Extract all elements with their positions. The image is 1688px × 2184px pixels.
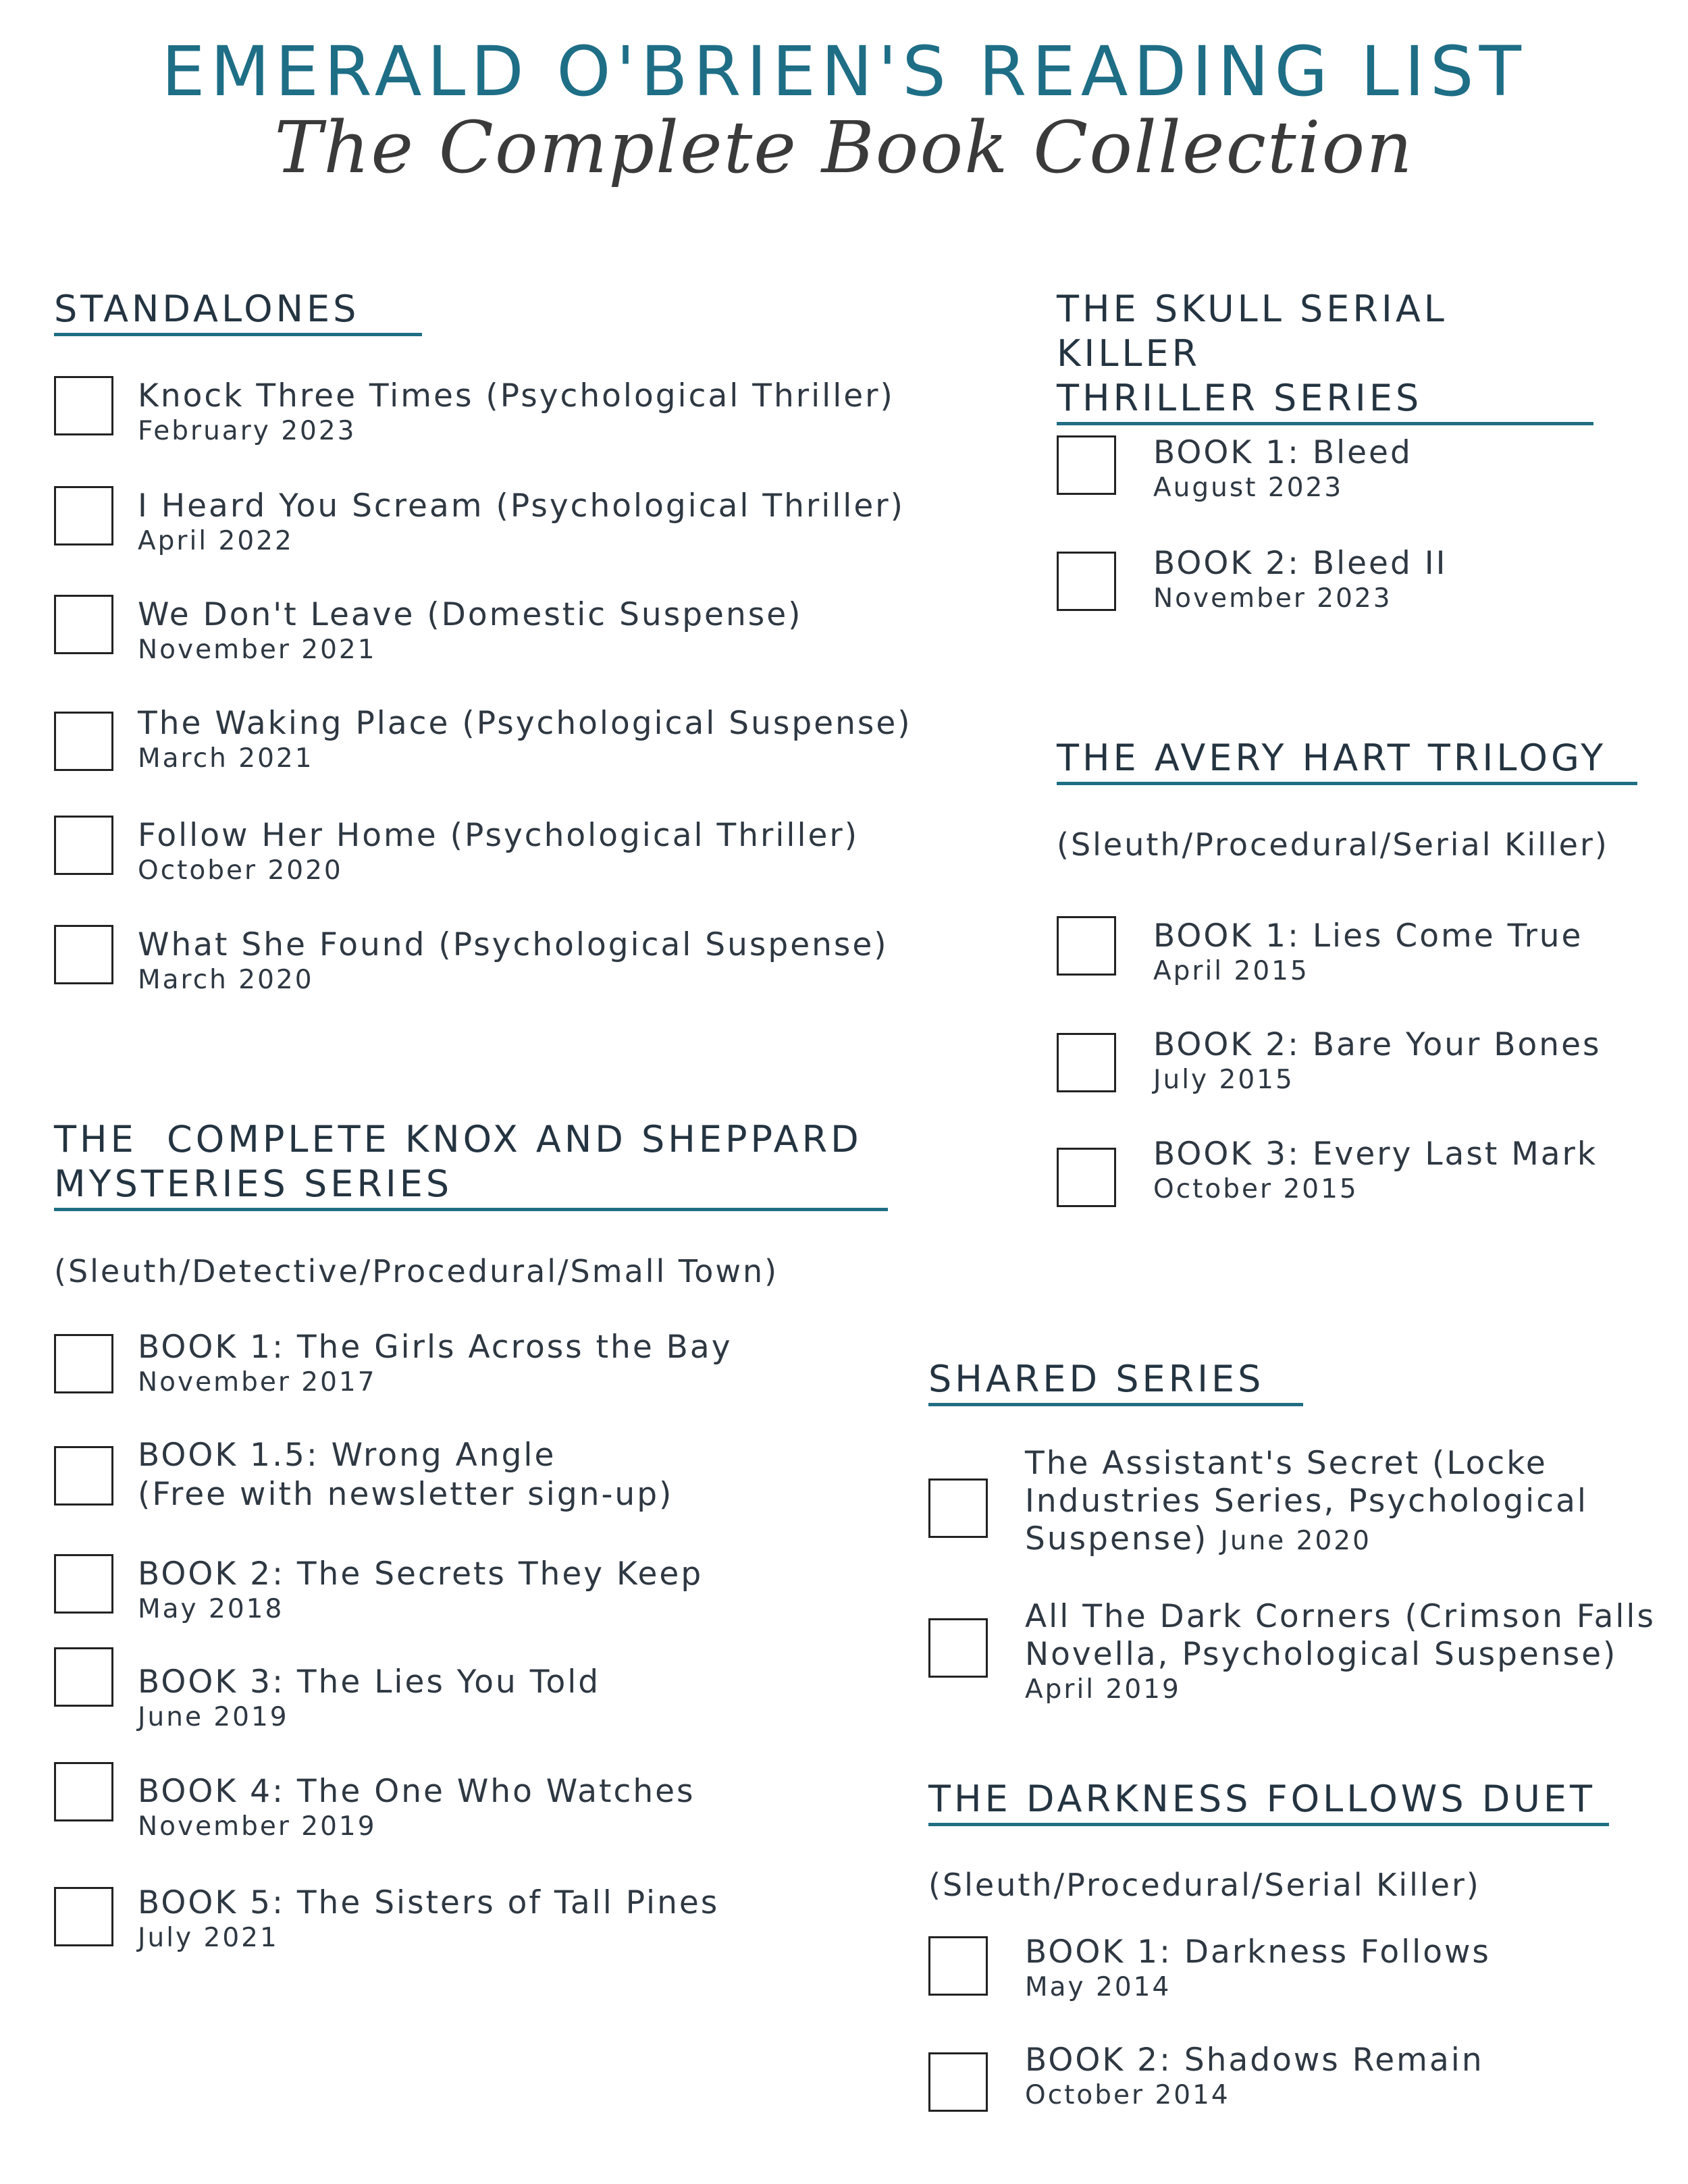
book-date: July 2015: [1153, 1065, 1294, 1095]
page-subtitle: The Complete Book Collection: [274, 106, 1414, 189]
darkness-genre: (Sleuth/Procedural/Serial Killer): [928, 1867, 1481, 1903]
checkbox[interactable]: [54, 712, 113, 771]
book-date: November 2017: [138, 1367, 377, 1397]
avery-section: [1057, 736, 1637, 785]
book-date: November 2021: [138, 635, 377, 665]
checkbox[interactable]: [1057, 916, 1116, 976]
checkbox[interactable]: [54, 1647, 113, 1707]
book-title: Follow Her Home (Psychological Thriller): [138, 817, 860, 854]
book-title-line1: The Assistant's Secret (Locke: [1025, 1445, 1548, 1482]
book-item: [54, 1554, 703, 1626]
book-item: [1057, 545, 1448, 615]
book-date: July 2021: [138, 1923, 279, 1953]
checkbox[interactable]: [1057, 552, 1116, 611]
book-item: [54, 1647, 600, 1734]
avery-heading: THE AVERY HART TRILOGY: [1057, 737, 1607, 779]
book-title-line3: Suspense): [1025, 1520, 1209, 1557]
book-date: May 2014: [1025, 1972, 1171, 2002]
darkness-section: [928, 1777, 1609, 1826]
book-title-line3-with-date: [1025, 1520, 1588, 1560]
book-title-line2: Industries Series, Psychological: [1025, 1483, 1588, 1520]
book-date: August 2023: [1153, 473, 1344, 503]
section-rule: [54, 1208, 888, 1211]
checkbox[interactable]: [54, 1446, 113, 1506]
checkbox[interactable]: [54, 816, 113, 875]
book-item: [928, 1445, 1588, 1560]
book-item: [928, 1598, 1656, 1706]
skull-section: [1057, 287, 1593, 425]
checkbox[interactable]: [54, 486, 113, 545]
book-date: October 2015: [1153, 1174, 1359, 1204]
book-date: June 2020: [1220, 1526, 1371, 1556]
book-item: [1057, 1026, 1602, 1096]
standalones-heading: STANDALONES: [54, 288, 360, 330]
book-title: The Waking Place (Psychological Suspense): [138, 705, 912, 742]
checkbox[interactable]: [1057, 1033, 1116, 1092]
checkbox[interactable]: [928, 1936, 988, 1996]
shared-section: [928, 1357, 1303, 1406]
book-title: I Heard You Scream (Psychological Thriller): [138, 487, 905, 525]
book-title: BOOK 1: Lies Come True: [1153, 917, 1583, 955]
skull-heading-line1: THE SKULL SERIAL KILLER: [1057, 288, 1448, 375]
book-title: BOOK 1: The Girls Across the Bay: [138, 1329, 733, 1366]
knox-sheppard-section: [54, 1117, 888, 1211]
book-title: BOOK 2: Bare Your Bones: [1153, 1026, 1602, 1063]
knox-genre: (Sleuth/Detective/Procedural/Small Town): [54, 1253, 779, 1289]
knox-heading-line1: THE COMPLETE KNOX AND SHEPPARD: [54, 1118, 862, 1161]
book-item: [54, 376, 895, 448]
book-item: [1057, 916, 1583, 988]
book-item: [928, 2042, 1484, 2112]
checkbox[interactable]: [54, 1554, 113, 1614]
book-item: [928, 1936, 1491, 2004]
shared-heading: SHARED SERIES: [928, 1358, 1265, 1400]
book-date: February 2023: [138, 416, 357, 446]
checkbox[interactable]: [928, 1479, 988, 1538]
book-date: April 2015: [1153, 956, 1309, 986]
book-title: BOOK 5: The Sisters of Tall Pines: [138, 1884, 720, 1921]
book-title: BOOK 2: Shadows Remain: [1025, 2042, 1484, 2079]
book-title: BOOK 1.5: Wrong Angle: [138, 1437, 556, 1474]
checkbox[interactable]: [54, 1762, 113, 1821]
book-item: [54, 1884, 720, 1954]
book-date: April 2022: [138, 526, 294, 556]
book-title: BOOK 1: Bleed: [1153, 434, 1413, 471]
book-date: November 2019: [138, 1811, 377, 1842]
book-item: [54, 486, 905, 558]
book-title: BOOK 2: Bleed II: [1153, 545, 1448, 582]
book-title-line2: Novella, Psychological Suspense): [1025, 1636, 1618, 1673]
checkbox[interactable]: [54, 925, 113, 984]
book-item: [54, 925, 889, 996]
darkness-heading: THE DARKNESS FOLLOWS DUET: [928, 1778, 1595, 1820]
book-item: [54, 595, 802, 666]
standalones-section: [54, 287, 422, 336]
section-rule: [1057, 422, 1593, 425]
book-item: [1057, 1136, 1598, 1207]
book-item: [54, 816, 859, 887]
book-item: [54, 1437, 674, 1514]
knox-heading-line2: MYSTERIES SERIES: [54, 1163, 453, 1205]
book-title: What She Found (Psychological Suspense): [138, 926, 889, 963]
checkbox[interactable]: [54, 595, 113, 654]
avery-genre: (Sleuth/Procedural/Serial Killer): [1057, 826, 1609, 863]
book-item: [54, 1329, 733, 1399]
book-date: October 2020: [138, 855, 343, 886]
checkbox[interactable]: [928, 2052, 988, 2112]
book-date: April 2019: [1025, 1674, 1181, 1705]
book-note: (Free with newsletter sign-up): [138, 1476, 674, 1513]
book-title: BOOK 2: The Secrets They Keep: [138, 1555, 704, 1593]
book-title: BOOK 3: Every Last Mark: [1153, 1136, 1598, 1173]
book-item: [54, 705, 912, 775]
book-date: November 2023: [1153, 583, 1392, 614]
book-date: June 2019: [138, 1702, 289, 1732]
page-title: EMERALD O'BRIEN'S READING LIST: [161, 32, 1527, 112]
checkbox[interactable]: [1057, 1148, 1116, 1207]
section-rule: [928, 1823, 1609, 1826]
book-title: We Don't Leave (Domestic Suspense): [138, 596, 803, 633]
book-title-line1: All The Dark Corners (Crimson Falls: [1025, 1598, 1656, 1635]
section-rule: [1057, 782, 1637, 785]
section-rule: [928, 1403, 1303, 1406]
checkbox[interactable]: [928, 1618, 988, 1678]
book-date: March 2020: [138, 965, 314, 995]
book-title: Knock Three Times (Psychological Thriller): [138, 377, 895, 415]
book-title: BOOK 3: The Lies You Told: [138, 1663, 601, 1701]
skull-heading-line2: THRILLER SERIES: [1057, 377, 1423, 419]
checkbox[interactable]: [54, 1887, 113, 1946]
checkbox[interactable]: [54, 1334, 113, 1393]
checkbox[interactable]: [1057, 435, 1116, 495]
book-item: [54, 1762, 695, 1843]
section-rule: [54, 333, 422, 336]
book-item: [1057, 435, 1413, 504]
checkbox[interactable]: [54, 376, 113, 435]
book-title: BOOK 1: Darkness Follows: [1025, 1934, 1491, 1971]
book-date: October 2014: [1025, 2080, 1230, 2110]
book-date: March 2021: [138, 743, 314, 774]
book-date: May 2018: [138, 1594, 284, 1624]
book-title: BOOK 4: The One Who Watches: [138, 1773, 695, 1810]
